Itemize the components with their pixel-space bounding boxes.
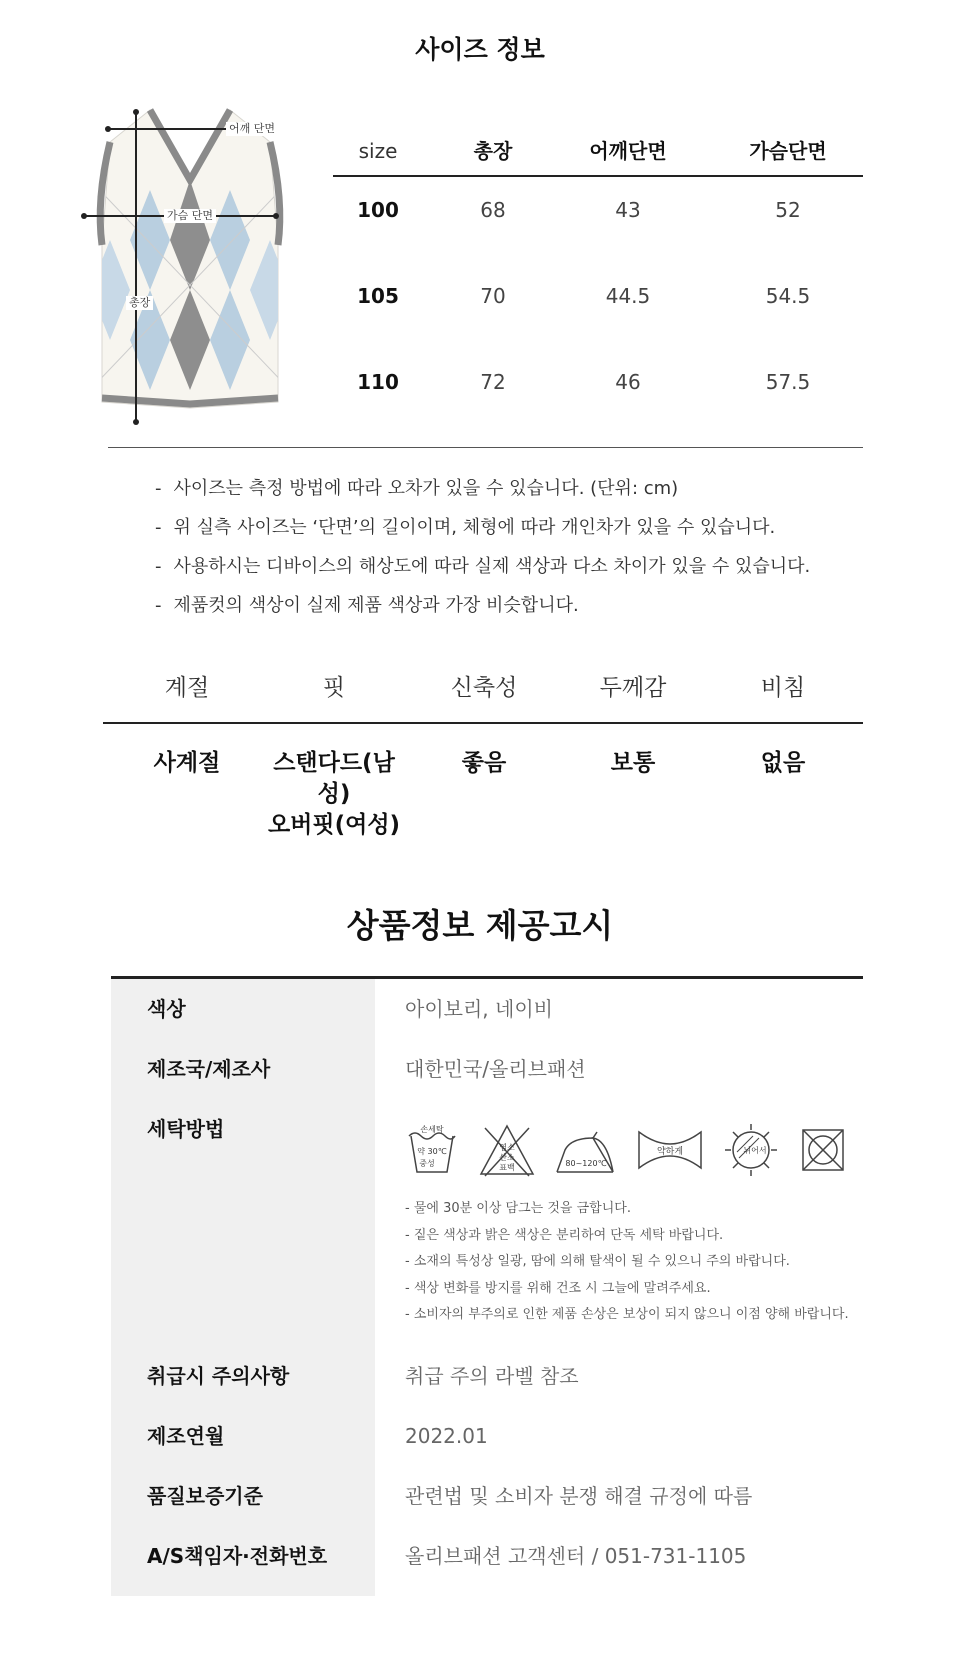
row-value: 아이보리, 네이비 [405,997,553,1021]
chest-label: 가슴 단면 [164,209,216,223]
size-section-divider [108,447,863,448]
row-value: 올리브패션 고객센터 / 051-731-1105 [405,1544,747,1568]
no-bleach-icon [477,1122,537,1178]
list-item: - 물에 30분 이상 담그는 것을 금합니다. [405,1199,849,1226]
vest-size-diagram [80,100,300,430]
no-bleach-text-1: 염소 [499,1143,515,1152]
care-notes [405,1199,849,1332]
row-label: 색상 [147,997,186,1021]
hand-wash-icon [405,1122,459,1178]
wring-text: 약하게 [656,1147,684,1157]
list-item: - 사이즈는 측정 방법에 따라 오차가 있을 수 있습니다. (단위: cm) [155,475,810,514]
row-value: 취급 주의 라벨 참조 [405,1364,579,1388]
size-value: 110 [357,370,399,394]
fit-value-line2: 오버핏(여성) [267,812,401,838]
list-item: - 짙은 색상과 밝은 색상은 분리하여 단독 세탁 바랍니다. [405,1226,849,1253]
size-notes [155,475,810,631]
row-label: 제조연월 [147,1424,225,1448]
thickness-value: 보통 [610,750,656,776]
shoulder-value: 46 [615,370,641,394]
product-notice-table [111,976,863,1596]
fit-value [259,748,409,841]
header-sheerness: 비침 [760,675,806,701]
wring-icon [635,1122,705,1178]
dry-text: 뉘어서 [743,1146,767,1155]
list-item: - 소재의 특성상 일광, 땀에 의해 탈색이 될 수 있으니 주의 바랍니다. [405,1252,849,1279]
shoulder-value: 43 [615,198,641,222]
table-row [111,1346,863,1406]
chest-value: 52 [775,198,801,222]
attribute-values-row [103,724,863,838]
iron-icon [553,1122,619,1178]
row-label: A/S책임자·전화번호 [147,1544,328,1568]
table-row [333,177,863,263]
list-item: - 사용하시는 디바이스의 해상도에 따라 실제 색상과 다소 차이가 있을 수 있습니다. [155,553,810,592]
sheerness-value: 없음 [760,750,806,776]
length-value: 72 [480,370,506,394]
table-row [111,979,863,1039]
table-row [333,349,863,435]
row-value: 관련법 및 소비자 분쟁 해결 규정에 따름 [405,1484,753,1508]
attribute-table-header [103,668,863,724]
list-item: - 소비자의 부주의로 인한 제품 손상은 보상이 되지 않으니 이점 양해 바랍니다. [405,1305,849,1332]
header-season: 계절 [164,675,210,701]
size-table-header [333,125,863,177]
shoulder-value: 44.5 [605,284,651,308]
iron-temp-text: 80~120℃ [565,1159,607,1168]
header-fit: 핏 [322,675,346,701]
header-size: size [358,139,398,163]
list-item: - 위 실측 사이즈는 ‘단면’의 길이이며, 체형에 따라 개인차가 있을 수 있습니다. [155,514,810,553]
header-shoulder: 어깨단면 [589,139,667,163]
fit-value-line1: 스탠다드(남성) [273,750,395,807]
vest-illustration [80,100,300,430]
chest-value: 57.5 [765,370,811,394]
hand-wash-top-text: 손세탁 [420,1125,444,1134]
shoulder-label: 어깨 단면 [226,122,278,136]
stretch-value: 좋음 [461,750,507,776]
row-label: 품질보증기준 [147,1484,263,1508]
care-icons [405,1122,855,1186]
attribute-table [103,668,863,838]
size-value: 100 [357,198,399,222]
size-info-title: 사이즈 정보 [415,35,545,64]
length-value: 68 [480,198,506,222]
row-label: 취급시 주의사항 [147,1364,290,1388]
row-label: 제조국/제조사 [147,1057,271,1081]
row-value: 대한민국/올리브패션 [405,1057,586,1081]
length-value: 70 [480,284,506,308]
chest-value: 54.5 [765,284,811,308]
table-row [111,1406,863,1466]
table-row [111,1039,863,1099]
list-item: - 색상 변화를 방지를 위해 건조 시 그늘에 말려주세요. [405,1279,849,1306]
header-length: 총장 [473,139,513,163]
hand-wash-bottom-text: 중성 [419,1159,435,1168]
header-chest: 가슴단면 [749,139,827,163]
table-row [111,1526,863,1586]
size-table [333,125,863,435]
length-label: 총장 [126,296,153,310]
table-row [333,263,863,349]
table-row [111,1466,863,1526]
header-stretch: 신축성 [450,675,518,701]
no-tumble-dry-icon [799,1122,847,1178]
header-thickness: 두께감 [599,675,667,701]
row-value: 2022.01 [405,1424,488,1448]
dry-flat-icon [723,1122,779,1178]
hand-wash-mid-text: 약 30℃ [417,1147,447,1156]
size-value: 105 [357,284,399,308]
list-item: - 제품컷의 색상이 실제 제품 색상과 가장 비슷합니다. [155,592,810,631]
no-bleach-text-3: 표백 [499,1163,515,1172]
product-notice-title: 상품정보 제공고시 [346,906,614,945]
season-value: 사계절 [153,750,221,776]
row-label: 세탁방법 [147,1117,225,1141]
no-bleach-text-2: 산소 [499,1153,515,1162]
